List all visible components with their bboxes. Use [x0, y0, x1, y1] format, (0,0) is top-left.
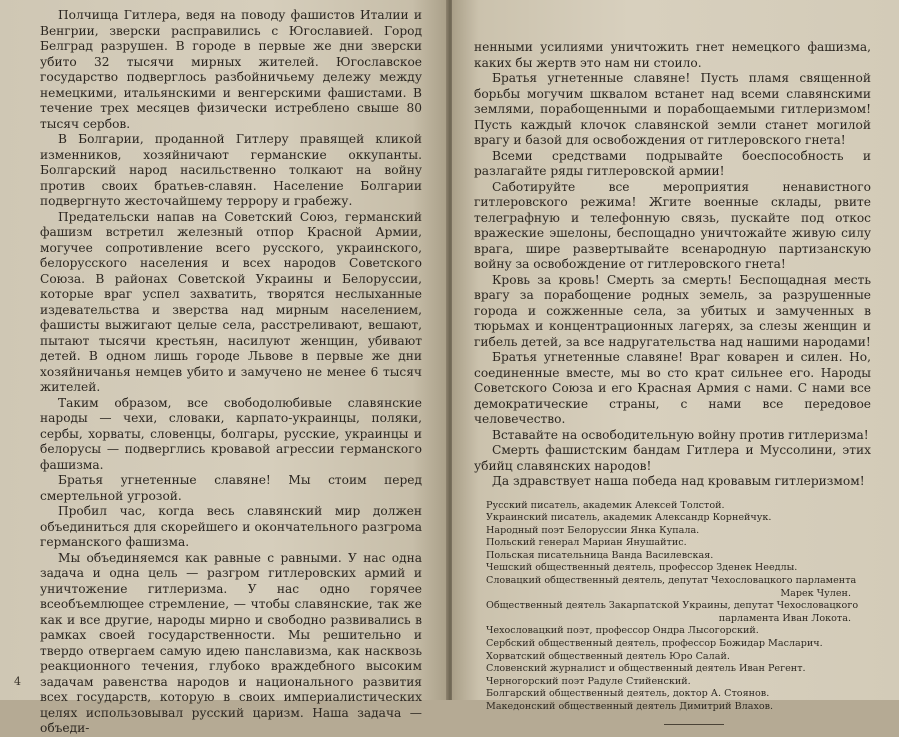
page-number: 4 [14, 675, 21, 688]
signature-line: Болгарский общественный деятель, доктор А. Стоянов. [486, 688, 770, 700]
signature-line: парламента Иван Локота. [718, 612, 851, 624]
signature-line: Словацкий общественный деятель, депутат Чехословацкого парламента [486, 575, 857, 587]
signature-line: Народный поэт Белоруссии Янка Купала. [486, 524, 700, 536]
signature-line: Общественный деятель Закарпатской Украины, депутат Чехословацкого [486, 600, 859, 612]
signature-line: Польский генерал Мариан Янушайтис. [486, 537, 687, 549]
paragraph: Вставайте на освободительную войну против гитлеризма! [492, 427, 869, 442]
signature-line: Черногорский поэт Радуле Стийенский. [486, 675, 691, 687]
signature-line: Польская писательница Ванда Василевская. [486, 549, 714, 561]
paragraph: Смерть фашистским бандам Гитлера и Муссолини, этих убийц славянских народов! [474, 443, 871, 473]
left-page [0, 0, 448, 735]
signature-line: Чешский общественный деятель, профессор Зденек Неедлы. [486, 562, 798, 574]
signature-line: Чехословацкий поэт, профессор Ондра Лысогорский. [486, 625, 759, 637]
paragraph: Мы объединяемся как равные с равными. У нас одна задача и одна цель — разгром гитлеровских армий и уничтожение гитлеризма. У нас одно горячее всеобъемлющее стремление, — чтобы славянские, так же как и все другие, народы мирно и свободно развивались в рамках своей государственности. Мы решительно и твердо отвергаем самую идею панславизма, как насквозь реакционного течения, глубоко враждебного высоким задачам равенства народов и национального развития всех государств, которую в своих империалистических целях использовывал русский царизм. Наша задача — объеди- [40, 550, 422, 735]
paragraph: Братья угнетенные славяне! Мы стоим перед смертельной угрозой. [40, 473, 422, 503]
signature-line: Марек Чулен. [780, 587, 851, 599]
paragraph: Полчища Гитлера, ведя на поводу фашистов Италии и Венгрии, зверски расправились с Югославией. Город Белград разрушен. В городе в первые же дни зверски убито 32 тысячи мирных жителей. Югославское государство подверглось разбойничьему дележу между немецкими, итальянскими и венгерскими фашистами. В течение трех месяцев физически истреблено свыше 80 тысяч сербов. [40, 8, 422, 131]
paragraph: Кровь за кровь! Смерть за смерть! Беспощадная месть врагу за порабощение родных земель, за разрушенные города и сожженные села, за убитых и замученных в тюрьмах и концентрационных лагерях, за слезы женщин и гибель детей, за все надругательства над нашими народами! [474, 272, 871, 349]
paragraph: Саботируйте все мероприятия ненавистного гитлеровского режима! Жгите военные склады, рвите телеграфную и телефонную связь, пускайте под откос вражеские эшелоны, беспощадно уничтожайте живую силу врага, шире развертывайте всенародную партизанскую войну за освобождение от гитлеровского гнета! [474, 179, 871, 271]
paragraph: Да здравствует наша победа над кровавым гитлеризмом! [492, 474, 865, 488]
signature-line: Словенский журналист и общественный деятель Иван Регент. [486, 663, 806, 675]
signature-line: Хорватский общественный деятель Юро Салай. [486, 650, 730, 662]
signature-line: Сербский общественный деятель, профессор Божидар Масларич. [486, 638, 823, 650]
paragraph: Пробил час, когда весь славянский мир должен объединиться для скорейшего и окончательного разгрома германского фашизма. [40, 504, 422, 549]
closing-rule [664, 724, 724, 725]
paragraph: Братья угнетенные славяне! Пусть пламя священной борьбы могучим шквалом встанет над всеми славянскими землями, порабощенными и порабощаемыми гитлеризмом! Пусть каждый клочок славянской земли станет могилой врагу и базой для освобождения от гитлеровского гнета! [474, 71, 871, 147]
paragraph: Братья угнетенные славяне! Враг коварен и силен. Но, соединенные вместе, мы во сто крат сильнее его. Народы Советского Союза и его Красная Армия с нами. С нами все демократические страны, с нами все передовое человечество. [474, 350, 871, 426]
signature-line: Русский писатель, академик Алексей Толстой. [486, 499, 725, 511]
paragraph: В Болгарии, проданной Гитлеру правящей кликой изменников, хозяйничают германские оккупанты. Болгарский народ насильственно толкают на войну против своих братьев-славян. Население Болгарии подвергнуто жесточайшему террору и грабежу. [40, 132, 422, 208]
signature-line: Македонский общественный деятель Димитрий Влахов. [486, 701, 774, 712]
signature-line: Украинский писатель, академик Александр Корнейчук. [486, 512, 772, 524]
paragraph: Таким образом, все свободолюбивые славянские народы — чехи, словаки, карпато-украинцы, поляки, сербы, хорваты, словенцы, болгары, русские, украинцы и белорусы — подверглись кровавой агрессии германского фашизма. [40, 395, 422, 472]
paragraph: ненными усилиями уничтожить гнет немецкого фашизма, каких бы жертв это нам ни стоило. [474, 40, 871, 70]
paragraph: Всеми средствами подрывайте боеспособность и разлагайте ряды гитлеровской армии! [474, 148, 871, 178]
right-page [452, 0, 899, 712]
signatures-list [474, 500, 871, 714]
paragraph: Предательски напав на Советский Союз, германский фашизм встретил железный отпор Красной Армии, могучее сопротивление всего русского, украинского, белорусского населения и всех народов Советского Союза. В районах Советской Украины и Белоруссии, которые враг успел захватить, творятся неслыханные издевательства и зверства над мирным населением, фашисты выжигают целые села, расстреливают, вешают, пытают тысячи крестьян, насилуют женщин, убивают детей. В одном лишь городе Львове в первые же дни хозяйничанья немцев убито и замучено не менее 6 тысяч жителей. [40, 209, 422, 394]
